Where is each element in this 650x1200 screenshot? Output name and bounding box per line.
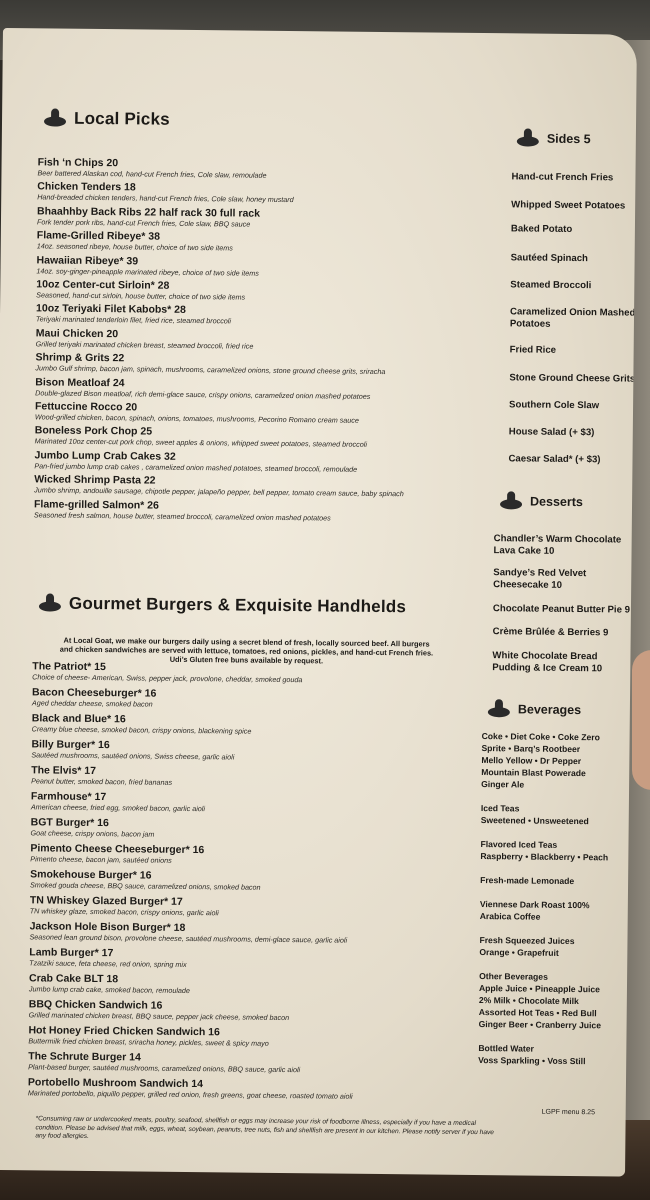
menu-item-name: Hawaiian Ribeye* 39 bbox=[36, 253, 139, 268]
beverage-line: Mello Yellow • Dr Pepper bbox=[481, 755, 582, 767]
menu-item-name: Hot Honey Fried Chicken Sandwich 16 bbox=[28, 1024, 220, 1039]
dessert-item: Sandye’s Red Velvet bbox=[493, 567, 587, 580]
side-item: Fried Rice bbox=[509, 344, 557, 356]
goat-logo-icon bbox=[486, 699, 512, 719]
menu-item-name: Jackson Hole Bison Burger* 18 bbox=[29, 920, 186, 934]
menu-item-name: Farmhouse* 17 bbox=[30, 790, 107, 804]
menu-item-name: The Schrute Burger 14 bbox=[28, 1050, 141, 1064]
beverage-line: Viennese Dark Roast 100% bbox=[479, 899, 590, 911]
beverages-header bbox=[486, 699, 581, 720]
burgers-header bbox=[37, 593, 406, 617]
menu-item-description: Buttermilk fried chicken breast, sriracha honey, pickles, sweet & spicy mayo bbox=[28, 1036, 269, 1048]
menu-page bbox=[0, 28, 637, 1177]
dessert-item: Chocolate Peanut Butter Pie 9 bbox=[492, 603, 631, 616]
beverage-line: Assorted Hot Teas • Red Bull bbox=[478, 1007, 597, 1019]
menu-item-description: Teriyaki marinated tenderloin filet, fried rice, steamed broccoli bbox=[35, 314, 232, 326]
hand bbox=[632, 650, 650, 790]
menu-item-name: Portobello Mushroom Sandwich 14 bbox=[27, 1076, 204, 1091]
menu-item-description: Wood-grilled chicken, bacon, spinach, onions, tomatoes, mushrooms, Pecorino Romano cream sauce bbox=[34, 412, 359, 425]
menu-item-description: Grilled teriyaki marinated chicken breast, steamed broccoli, fried rice bbox=[35, 339, 254, 351]
menu-item-description: Choice of cheese- American, Swiss, pepper jack, provolone, cheddar, smoked gouda bbox=[32, 672, 303, 685]
menu-item-description: Jumbo Gulf shrimp, bacon jam, spinach, mushrooms, caramelized onions, stone ground cheese grits, sriracha bbox=[35, 363, 386, 377]
menu-item-description: Grilled marinated chicken breast, BBQ sauce, pepper jack cheese, smoked bacon bbox=[28, 1010, 290, 1023]
menu-item-name: Boneless Pork Chop 25 bbox=[34, 424, 153, 438]
menu-item-description: Peanut butter, smoked bacon, fried bananas bbox=[31, 776, 173, 787]
beverage-line: 2% Milk • Chocolate Milk bbox=[478, 995, 579, 1007]
menu-item-name: 10oz Teriyaki Filet Kabobs* 28 bbox=[35, 302, 186, 317]
goat-logo-icon bbox=[498, 491, 524, 511]
side-item: Stone Ground Cheese Grits bbox=[509, 372, 636, 385]
menu-item bbox=[35, 400, 359, 424]
menu-item-name: Black and Blue* 16 bbox=[31, 712, 126, 726]
menu-item bbox=[35, 352, 385, 377]
beverage-line: Apple Juice • Pineapple Juice bbox=[478, 983, 601, 995]
menu-item bbox=[37, 156, 266, 179]
beverage-line: Orange • Grapefruit bbox=[479, 947, 559, 958]
menu-item bbox=[37, 230, 233, 253]
goat-logo-icon bbox=[37, 593, 63, 613]
sides-header bbox=[515, 128, 591, 149]
menu-item bbox=[36, 254, 259, 277]
menu-item-name: Shrimp & Grits 22 bbox=[35, 351, 125, 365]
side-item: House Salad (+ $3) bbox=[508, 426, 595, 439]
menu-item bbox=[30, 868, 261, 891]
goat-logo-icon bbox=[515, 128, 541, 148]
menu-item-description: Goat cheese, crispy onions, bacon jam bbox=[30, 828, 155, 839]
beverage-line: Sweetened • Unsweetened bbox=[480, 815, 589, 827]
dessert-item: Lava Cake 10 bbox=[493, 545, 555, 557]
menu-item-name: Billy Burger* 16 bbox=[31, 738, 110, 752]
menu-item-name: BBQ Chicken Sandwich 16 bbox=[28, 998, 163, 1012]
desserts-header bbox=[498, 491, 583, 512]
beverage-line: Mountain Blast Powerade bbox=[481, 767, 586, 779]
menu-code: LGPF menu 8.25 bbox=[541, 1108, 596, 1117]
menu-item-name: Lamb Burger* 17 bbox=[29, 946, 114, 960]
allergy-disclaimer: *Consuming raw or undercooked meats, poultry, seafood, shellfish or eggs may increase your risk of foodborne illness, especially if you have a medical condition. Please be advised that milk, eggs, wheat, soybean, peanuts, tree nuts, fish and shellfish are present in our kitchen. Please notify server if you have any food allergies. bbox=[35, 1115, 495, 1141]
beverage-line: Coke • Diet Coke • Coke Zero bbox=[481, 731, 600, 743]
goat-logo-icon bbox=[42, 108, 68, 128]
menu-item-description: Creamy blue cheese, smoked bacon, crispy onions, blackening spice bbox=[31, 724, 252, 736]
side-item: Sautéed Spinach bbox=[510, 252, 588, 265]
burgers-title: Gourmet Burgers & Exquisite Handhelds bbox=[68, 593, 407, 617]
menu-item bbox=[37, 181, 294, 205]
menu-item-description: Jumbo shrimp, andouille sausage, chipotle pepper, jalapeño pepper, bell pepper, tomato cream sauce, baby spinach bbox=[34, 485, 404, 499]
menu-item-description: Seasoned fresh salmon, house butter, steamed broccoli, caramelized onion mashed potatoes bbox=[33, 509, 331, 523]
side-item: Potatoes bbox=[509, 318, 551, 330]
dessert-item: White Chocolate Bread bbox=[492, 650, 598, 663]
menu-item bbox=[36, 327, 254, 350]
menu-item bbox=[34, 498, 331, 522]
menu-item bbox=[29, 998, 290, 1022]
side-item: Caramelized Onion Mashed bbox=[509, 306, 636, 319]
menu-item-description: Seasoned, hand-cut sirloin, house butter, choice of two side items bbox=[36, 290, 246, 302]
beverages-title: Beverages bbox=[517, 702, 582, 718]
menu-item-description: Tzatziki sauce, feta cheese, red onion, spring mix bbox=[29, 958, 187, 969]
menu-item bbox=[31, 790, 205, 813]
side-item: Steamed Broccoli bbox=[510, 279, 592, 292]
menu-item-description: Smoked gouda cheese, BBQ sauce, caramelized onions, smoked bacon bbox=[29, 880, 261, 892]
menu-item-description: American cheese, fried egg, smoked bacon, garlic aioli bbox=[30, 802, 206, 814]
menu-item bbox=[32, 712, 252, 735]
sides-title: Sides 5 bbox=[546, 131, 591, 147]
beverage-line: Bottled Water bbox=[478, 1043, 534, 1054]
menu-item bbox=[34, 449, 357, 473]
menu-item-description: Beer battered Alaskan cod, hand-cut French fries, Cole slaw, remoulade bbox=[37, 168, 267, 180]
menu-item-name: Bhaahhby Back Ribs 22 half rack 30 full rack bbox=[37, 205, 261, 220]
beverage-line: Fresh-made Lemonade bbox=[480, 875, 575, 887]
desserts-title: Desserts bbox=[529, 494, 583, 510]
menu-item-name: Flame-grilled Salmon* 26 bbox=[33, 497, 159, 512]
menu-item bbox=[29, 920, 347, 944]
menu-item-name: Fettuccine Rocco 20 bbox=[34, 400, 138, 414]
beverage-line: Sprite • Barq’s Rootbeer bbox=[481, 743, 581, 755]
menu-item bbox=[36, 303, 231, 326]
menu-item-name: Chicken Tenders 18 bbox=[37, 180, 136, 194]
menu-item-name: Smokehouse Burger* 16 bbox=[30, 868, 152, 882]
side-item: Southern Cole Slaw bbox=[509, 399, 600, 412]
menu-item bbox=[30, 842, 204, 865]
menu-item-name: The Elvis* 17 bbox=[31, 764, 97, 778]
menu-item-description: Fork tender pork ribs, hand-cut French fries, Cole slaw, BBQ sauce bbox=[36, 217, 251, 229]
beverage-line: Iced Teas bbox=[480, 803, 520, 814]
burgers-intro: At Local Goat, we make our burgers daily using a secret blend of fresh, locally sourced beef. All burgers and chicken sandwiches are served with lettuce, tomatoes, red onions, pickles, and hand-cut French fries. Udi’s Gluten free buns available by request. bbox=[59, 635, 434, 666]
menu-item bbox=[28, 1050, 300, 1074]
menu-item-description: TN whiskey glaze, smoked bacon, crispy onions, garlic aioli bbox=[29, 906, 219, 918]
menu-item bbox=[32, 660, 302, 684]
menu-item-name: The Patriot* 15 bbox=[32, 660, 106, 674]
menu-item-name: 10oz Center-cut Sirloin* 28 bbox=[36, 278, 170, 292]
menu-item bbox=[31, 764, 172, 786]
menu-item-description: Plant-based burger, sautéed mushrooms, caramelized onions, BBQ sauce, garlic aioli bbox=[28, 1062, 301, 1075]
menu-item-name: Wicked Shrimp Pasta 22 bbox=[34, 473, 156, 487]
beverage-line: Ginger Beer • Cranberry Juice bbox=[478, 1019, 602, 1031]
menu-item-name: Flame-Grilled Ribeye* 38 bbox=[36, 229, 161, 243]
menu-item-description: Seasoned lean ground bison, provolone cheese, sautéed mushrooms, demi-glace sauce, garlic aioli bbox=[29, 932, 348, 945]
menu-item-name: Bison Meatloaf 24 bbox=[35, 375, 125, 389]
menu-item bbox=[29, 972, 190, 995]
menu-item-name: BGT Burger* 16 bbox=[30, 816, 109, 830]
menu-item bbox=[35, 376, 370, 401]
side-item: Caesar Salad* (+ $3) bbox=[508, 453, 601, 466]
menu-item-description: Marinated 10oz center-cut pork chop, sweet apples & onions, whipped sweet potatoes, steamed broccoli bbox=[34, 436, 367, 450]
menu-item-description: Sautéed mushrooms, sautéed onions, Swiss cheese, garlic aioli bbox=[31, 750, 235, 762]
menu-item-name: Fish ‘n Chips 20 bbox=[37, 156, 119, 170]
side-item: Whipped Sweet Potatoes bbox=[511, 199, 626, 212]
menu-item bbox=[28, 1076, 353, 1100]
menu-item bbox=[31, 816, 155, 838]
menu-item-name: Crab Cake BLT 18 bbox=[28, 972, 119, 986]
menu-item-description: 14oz. soy-ginger-pineapple marinated ribeye, choice of two side items bbox=[36, 265, 259, 278]
menu-item-description: Pan-fried jumbo lump crab cakes , caramelized onion mashed potatoes, steamed broccoli, remoulade bbox=[34, 461, 358, 474]
local-picks-title: Local Picks bbox=[73, 108, 170, 129]
menu-item bbox=[31, 738, 234, 761]
dessert-item: Pudding & Ice Cream 10 bbox=[492, 662, 603, 675]
menu-item-description: Aged cheddar cheese, smoked bacon bbox=[31, 698, 153, 709]
menu-item bbox=[36, 278, 245, 301]
dessert-item: Chandler’s Warm Chocolate bbox=[493, 533, 622, 546]
beverage-line: Arabica Coffee bbox=[479, 911, 541, 922]
menu-item-description: 14oz. seasoned ribeye, house butter, choice of two side items bbox=[36, 241, 233, 253]
beverage-line: Ginger Ale bbox=[481, 779, 525, 790]
menu-item-name: Jumbo Lump Crab Cakes 32 bbox=[34, 449, 176, 463]
menu-item-name: Pimento Cheese Cheeseburger* 16 bbox=[30, 842, 205, 857]
side-item: Baked Potato bbox=[510, 223, 573, 235]
menu-item-description: Pimento cheese, bacon jam, sautéed onions bbox=[30, 854, 172, 865]
menu-item bbox=[35, 425, 367, 449]
menu-item-name: TN Whiskey Glazed Burger* 17 bbox=[29, 894, 183, 908]
dessert-item: Cheesecake 10 bbox=[493, 579, 563, 591]
menu-item-name: Maui Chicken 20 bbox=[35, 327, 119, 341]
local-picks-header bbox=[42, 108, 170, 129]
menu-item-description: Double-glazed Bison meatloaf, rich demi-glace sauce, crispy onions, caramelized onion mashed potatoes bbox=[35, 387, 371, 401]
menu-item bbox=[29, 946, 187, 969]
side-item: Hand-cut French Fries bbox=[511, 171, 614, 184]
beverage-line: Fresh Squeezed Juices bbox=[479, 935, 575, 947]
beverage-line: Raspberry • Blackberry • Peach bbox=[480, 851, 609, 863]
menu-item bbox=[30, 894, 219, 917]
beverage-line: Voss Sparkling • Voss Still bbox=[478, 1055, 586, 1067]
menu-item bbox=[32, 686, 157, 708]
menu-item bbox=[34, 474, 404, 499]
menu-item-description: Marinated portobello, piquillo pepper, grilled red onion, fresh greens, goat cheese, roasted tomato aioli bbox=[27, 1088, 353, 1101]
menu-item-description: Hand-breaded chicken tenders, hand-cut French fries, Cole slaw, honey mustard bbox=[37, 192, 294, 205]
menu-item-name: Bacon Cheeseburger* 16 bbox=[31, 686, 157, 700]
menu-item bbox=[37, 205, 260, 228]
menu-item bbox=[28, 1024, 269, 1048]
dessert-item: Crème Brûlée & Berries 9 bbox=[492, 626, 609, 639]
beverage-line: Other Beverages bbox=[479, 971, 548, 982]
menu-item-description: Jumbo lump crab cake, smoked bacon, remoulade bbox=[28, 984, 190, 996]
beverage-line: Flavored Iced Teas bbox=[480, 839, 558, 850]
